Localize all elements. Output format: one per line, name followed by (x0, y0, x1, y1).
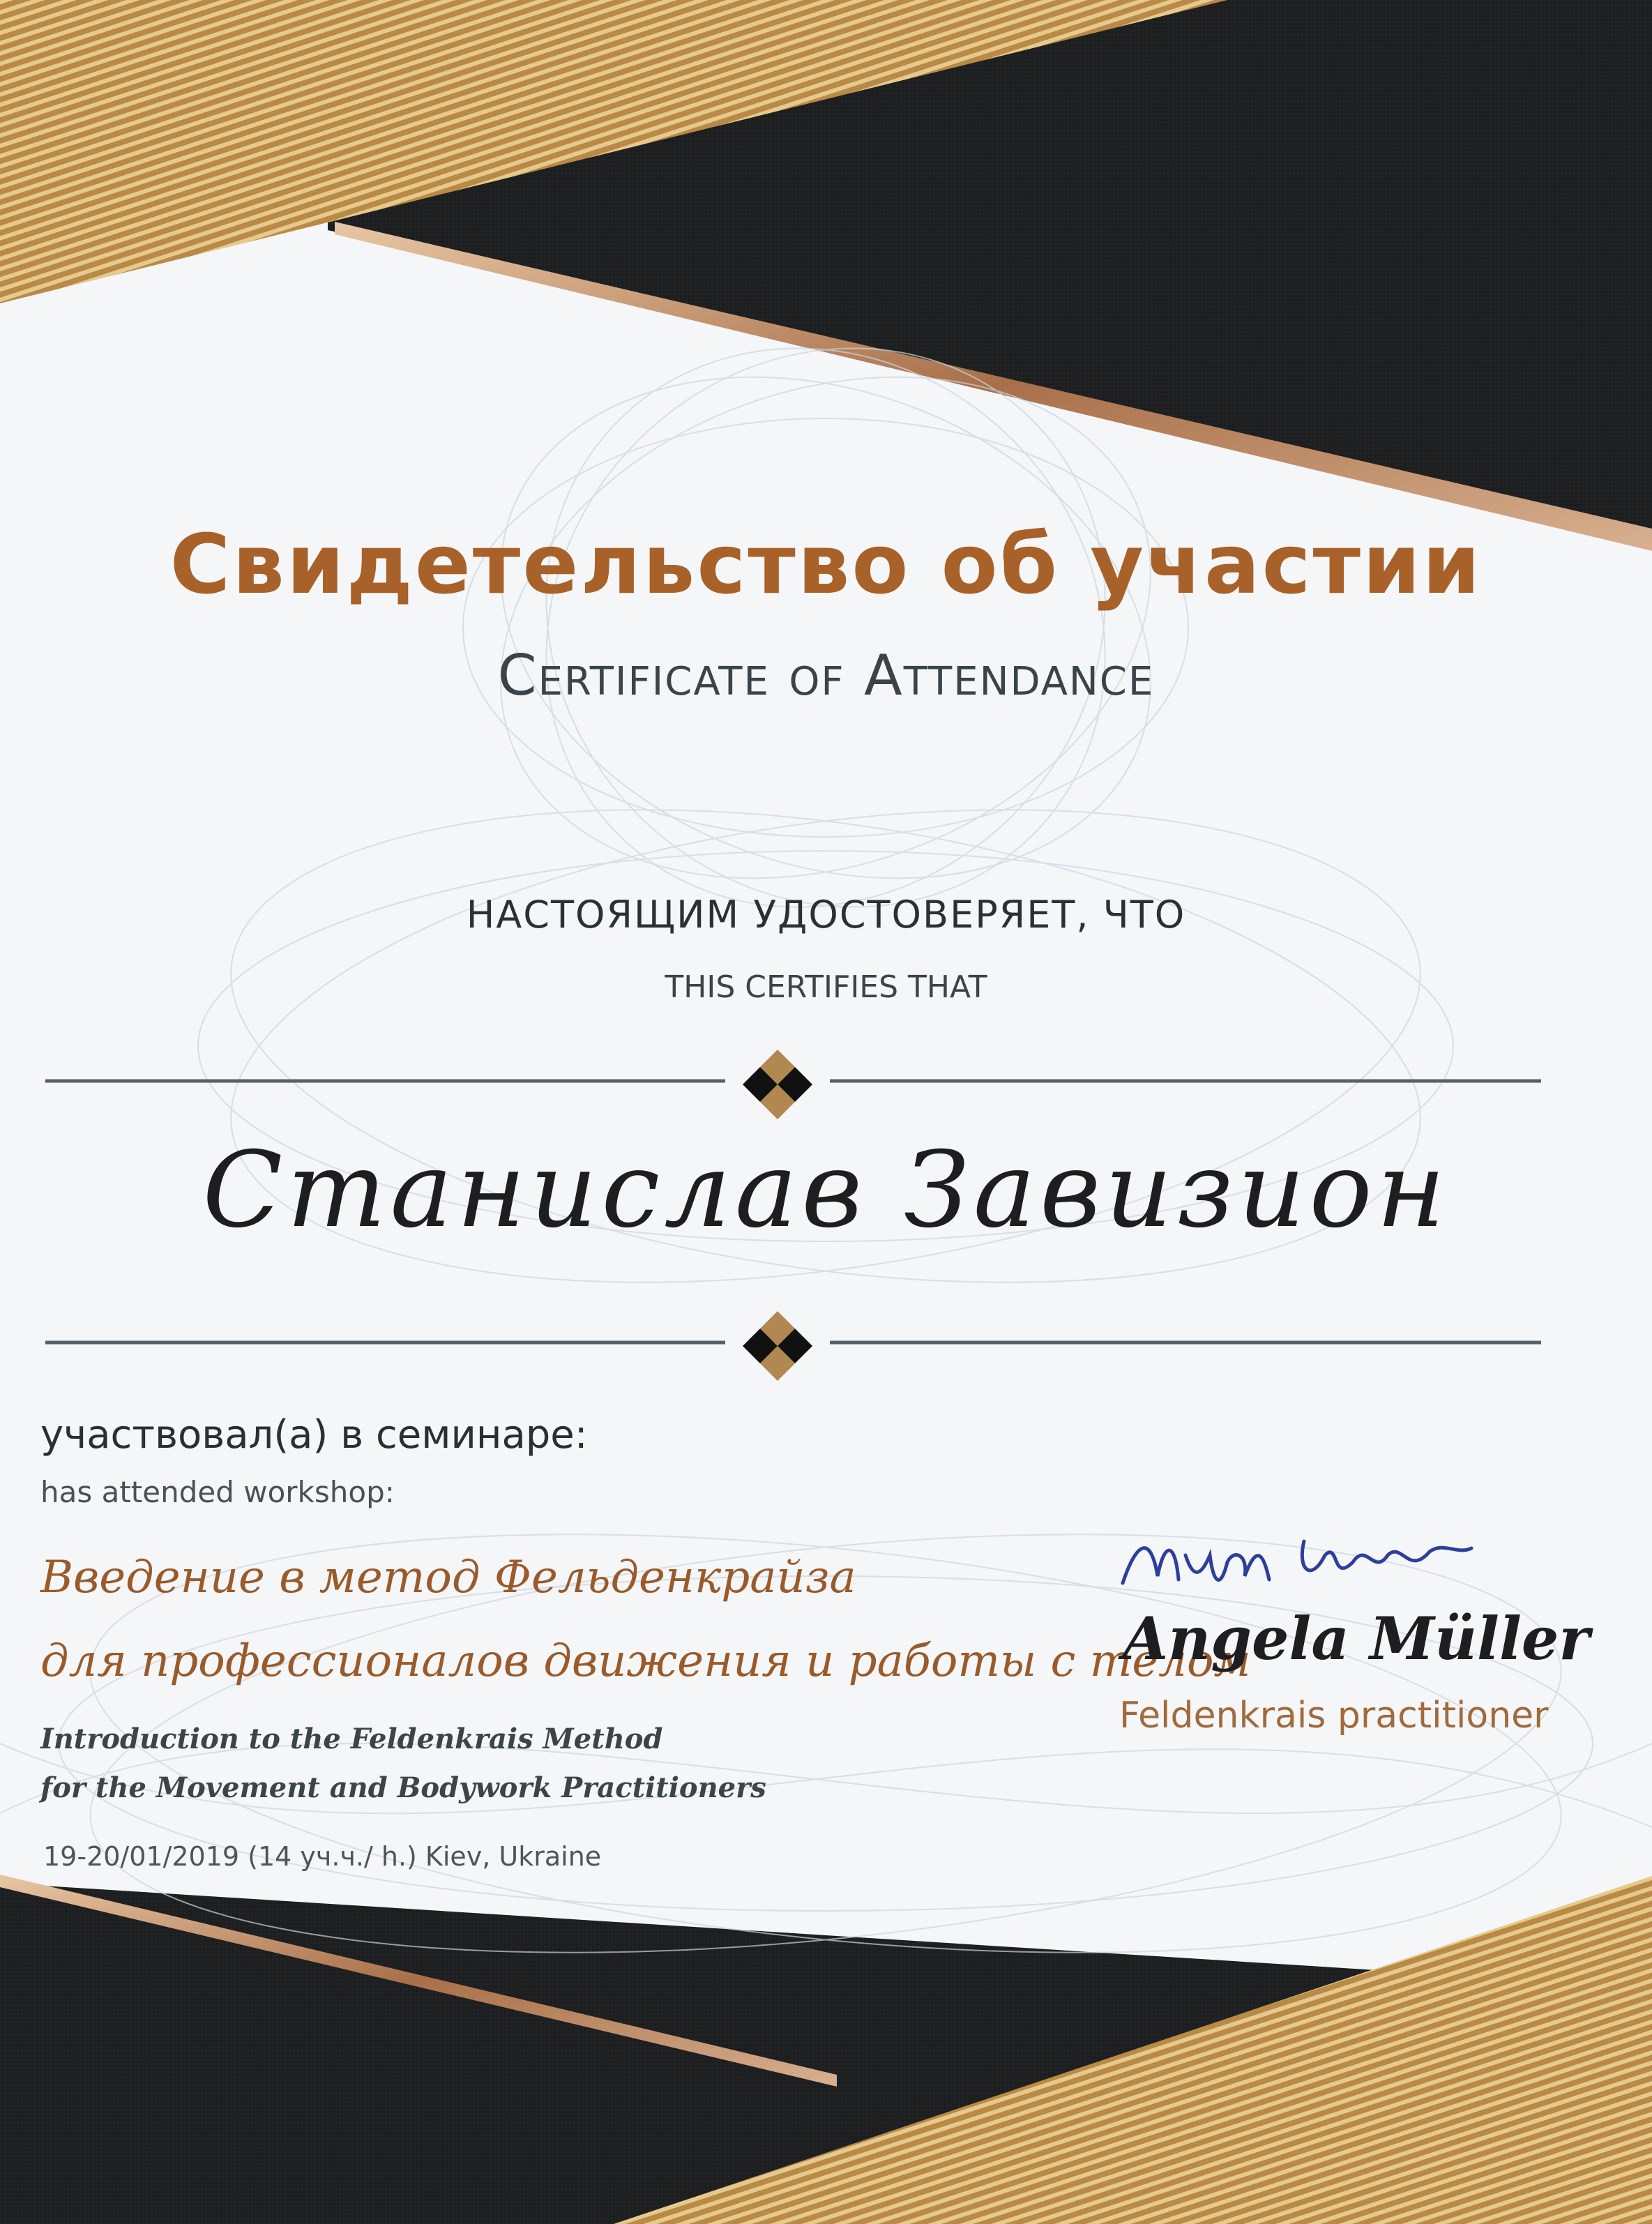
certificate-title-ru: Свидетельство об участии (169, 516, 1483, 612)
attended-label-ru: участвовал(а) в семинаре: (40, 1412, 588, 1458)
signer-title: Feldenkrais practitioner (1119, 1695, 1549, 1737)
course-title-en-line1: Introduction to the Feldenkrais Method (40, 1723, 663, 1755)
attended-label-en: has attended workshop: (40, 1475, 395, 1509)
course-title-ru-line1: Введение в метод Фельденкрайза (40, 1552, 856, 1603)
course-title-en-line2: for the Movement and Bodywork Practitioners (40, 1771, 766, 1804)
course-date-location: 19-20/01/2019 (14 уч.ч./ h.) Kiev, Ukraine (43, 1841, 602, 1872)
certifies-text-ru: НАСТОЯЩИМ УДОСТОВЕРЯЕТ, ЧТО (466, 893, 1186, 937)
recipient-name: Станислав Завизион (202, 1130, 1450, 1251)
course-title-ru-line2: для профессионалов движения и работы с телом (40, 1635, 1251, 1687)
certificate-title-en: Certificate of Attendance (497, 643, 1155, 708)
certifies-text-en: THIS CERTIFIES THAT (665, 969, 987, 1005)
signer-name: Angela Müller (1123, 1604, 1590, 1673)
handwritten-signature (1109, 1513, 1555, 1604)
